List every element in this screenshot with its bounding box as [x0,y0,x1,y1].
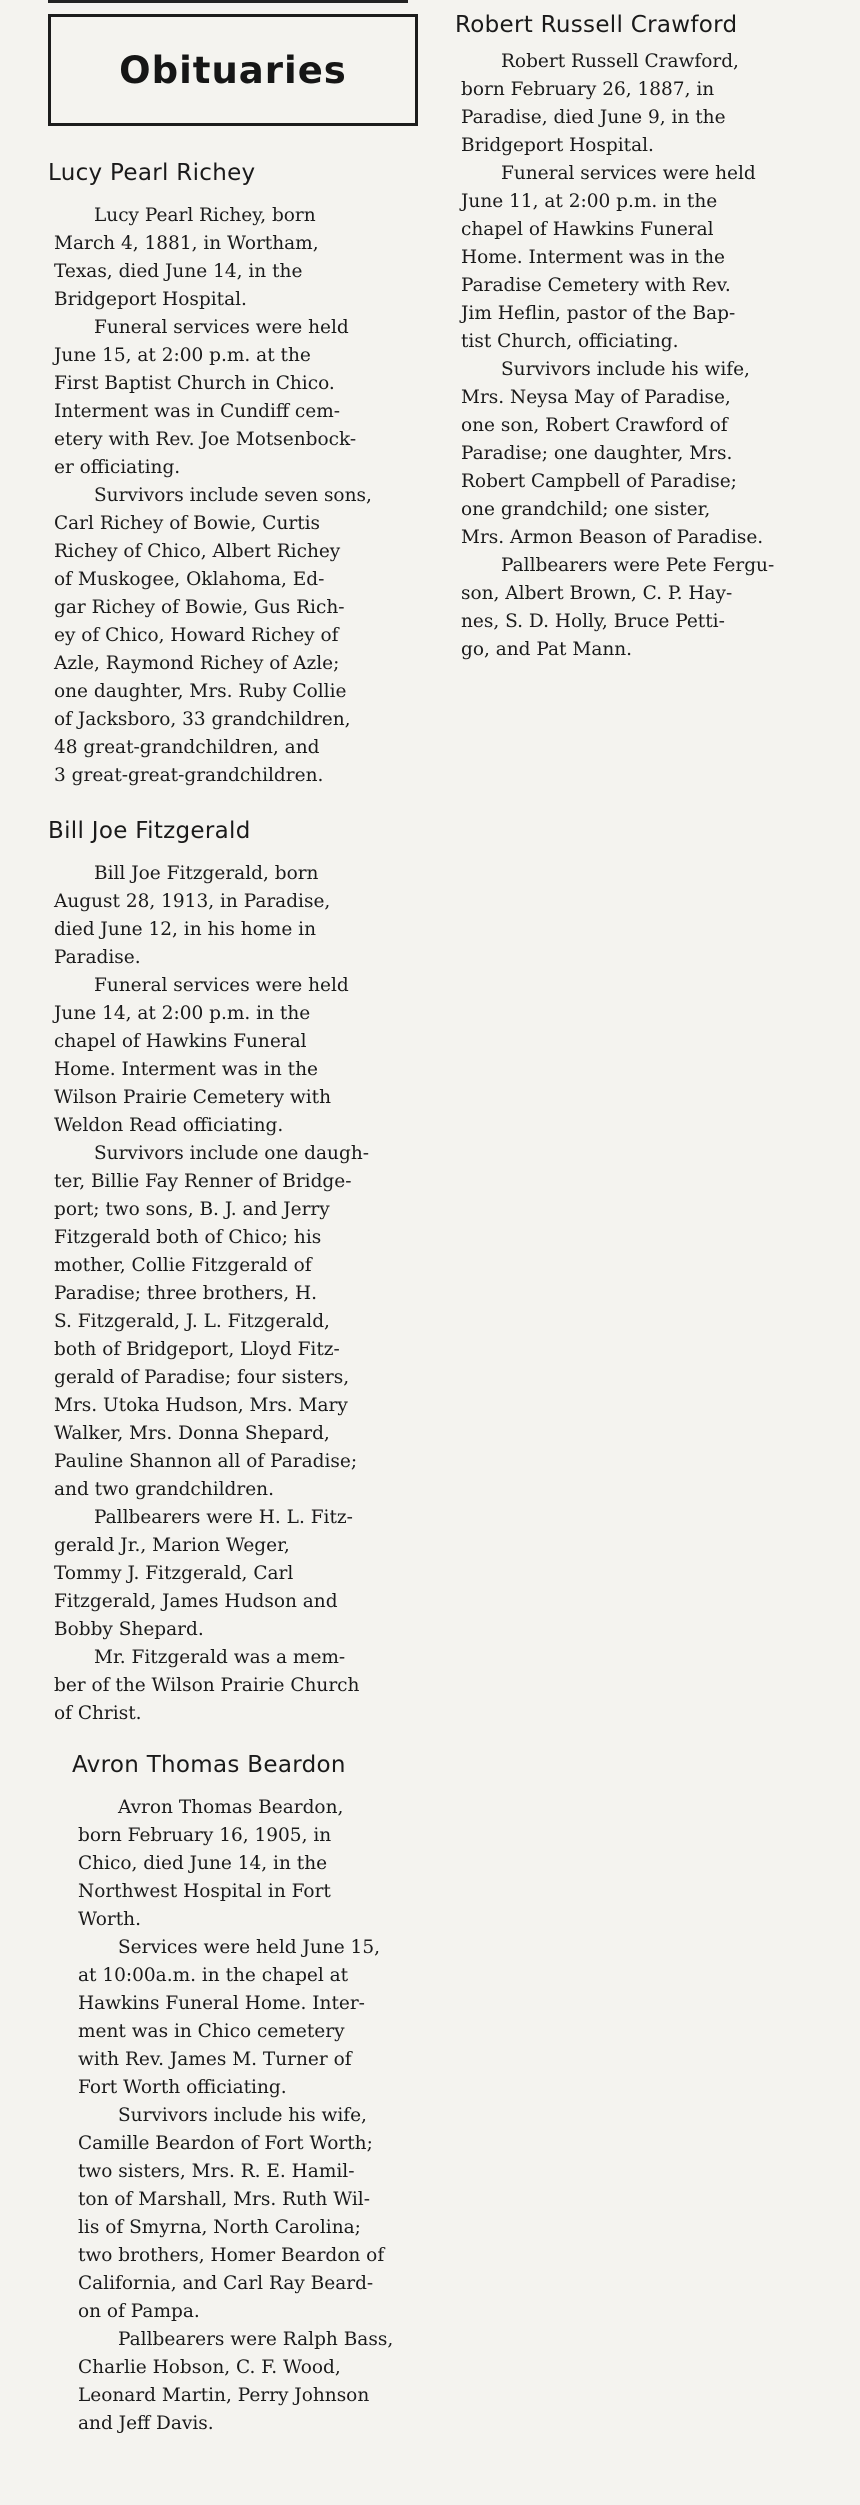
obituary-paragraph: Bill Joe Fitzgerald, born August 28, 1913, in Paradise, died June 12, in his home in Paradise. [54,863,331,968]
obituary-paragraph: Services were held June 15, at 10:00a.m. in the chapel at Hawkins Funeral Home. Inter- ment was in Chico cemetery with Rev. James M. Turner of Fort Worth officiating. [78,1937,380,2098]
obituary-name: Bill Joe Fitzgerald [48,818,251,844]
obituary-name: Robert Russell Crawford [455,12,738,38]
obituary-paragraph: Funeral services were held June 11, at 2:00 p.m. in the chapel of Hawkins Funeral Home. Interment was in the Paradise Cemetery with Rev. Jim Heflin, pastor of the Bap- tist Church, officiating. [461,163,756,352]
obituary-paragraph: Avron Thomas Beardon, born February 16, 1905, in Chico, died June 14, in the Northwest Hospital in Fort Worth. [78,1797,344,1930]
obituary-paragraph: Survivors include his wife, Mrs. Neysa May of Paradise, one son, Robert Crawford of Paradise; one daughter, Mrs. Robert Campbell of Paradise; one grandchild; one sister, Mrs. Armon Beason of Paradise. [461,359,764,548]
section-title: Obituaries [119,48,347,92]
obituary-name: Avron Thomas Beardon [72,1752,346,1778]
obituary-paragraph: Funeral services were held June 14, at 2:00 p.m. in the chapel of Hawkins Funeral Home. Interment was in the Wilson Prairie Cemetery with Weldon Read officiating. [54,975,349,1136]
obituary-avron-thomas-beardon [72,1752,438,2438]
obituary-paragraph: Pallbearers were Ralph Bass, Charlie Hobson, C. F. Wood, Leonard Martin, Perry Johnson and Jeff Davis. [78,2329,394,2434]
obituary-paragraph: Robert Russell Crawford, born February 26, 1887, in Paradise, died June 9, in the Bridgeport Hospital. [461,51,739,156]
obituary-paragraph: Survivors include his wife, Camille Beardon of Fort Worth; two sisters, Mrs. R. E. Hamil- ton of Marshall, Mrs. Ruth Wil- lis of Smyrna, North Carolina; two brothers, Homer Beardon of California, and Carl Ray Beard- on of Pampa. [78,2105,385,2322]
obituary-paragraph: Funeral services were held June 15, at 2:00 p.m. at the First Baptist Church in Chico. Interment was in Cundiff cem- etery with Rev. Joe Motsenbock- er officiating. [54,317,357,478]
obituary-body [48,202,438,790]
obituary-paragraph: Survivors include seven sons, Carl Richey of Bowie, Curtis Richey of Chico, Albert Richey of Muskogee, Oklahoma, Ed- gar Richey of Bowie, Gus Rich- ey of Chico, Howard Richey of Azle, Raymond Richey of Azle; one daughter, Mrs. Ruby Collie of Jacksboro, 33 grandchildren, 48 great-grandchildren, and 3 great-great-grandchildren. [54,485,372,786]
obituary-paragraph: Mr. Fitzgerald was a mem- ber of the Wilson Prairie Church of Christ. [54,1647,360,1724]
section-masthead [48,14,418,126]
right-column [455,12,840,684]
obituary-body [48,860,438,1728]
obituary-paragraph: Pallbearers were H. L. Fitz- gerald Jr., Marion Weger, Tommy J. Fitzgerald, Carl Fitzgerald, James Hudson and Bobby Shepard. [54,1507,353,1640]
obituary-body [455,48,840,664]
obituary-body [72,1794,438,2438]
left-column [48,160,438,2458]
obituary-name: Lucy Pearl Richey [48,160,256,186]
obituary-paragraph: Survivors include one daugh- ter, Billie Fay Renner of Bridge- port; two sons, B. J. and Jerry Fitzgerald both of Chico; his mother, Collie Fitzgerald of Paradise; three brothers, H. S. Fitzgerald, J. L. Fitzgerald, both of Bridgeport, Lloyd Fitz- gerald of Paradise; four sisters, Mrs. Utoka Hudson, Mrs. Mary Walker, Mrs. Donna Shepard, Pauline Shannon all of Paradise; and two grandchildren. [54,1143,369,1500]
obituary-paragraph: Pallbearers were Pete Fergu- son, Albert Brown, C. P. Hay- nes, S. D. Holly, Bruce Petti- go, and Pat Mann. [461,555,775,660]
obituary-paragraph: Lucy Pearl Richey, born March 4, 1881, in Wortham, Texas, died June 14, in the Bridgeport Hospital. [54,205,319,310]
obituary-robert-russell-crawford [455,12,840,664]
obituary-lucy-pearl-richey [48,160,438,790]
obituary-bill-joe-fitzgerald [48,818,438,1728]
top-rule [48,0,408,3]
